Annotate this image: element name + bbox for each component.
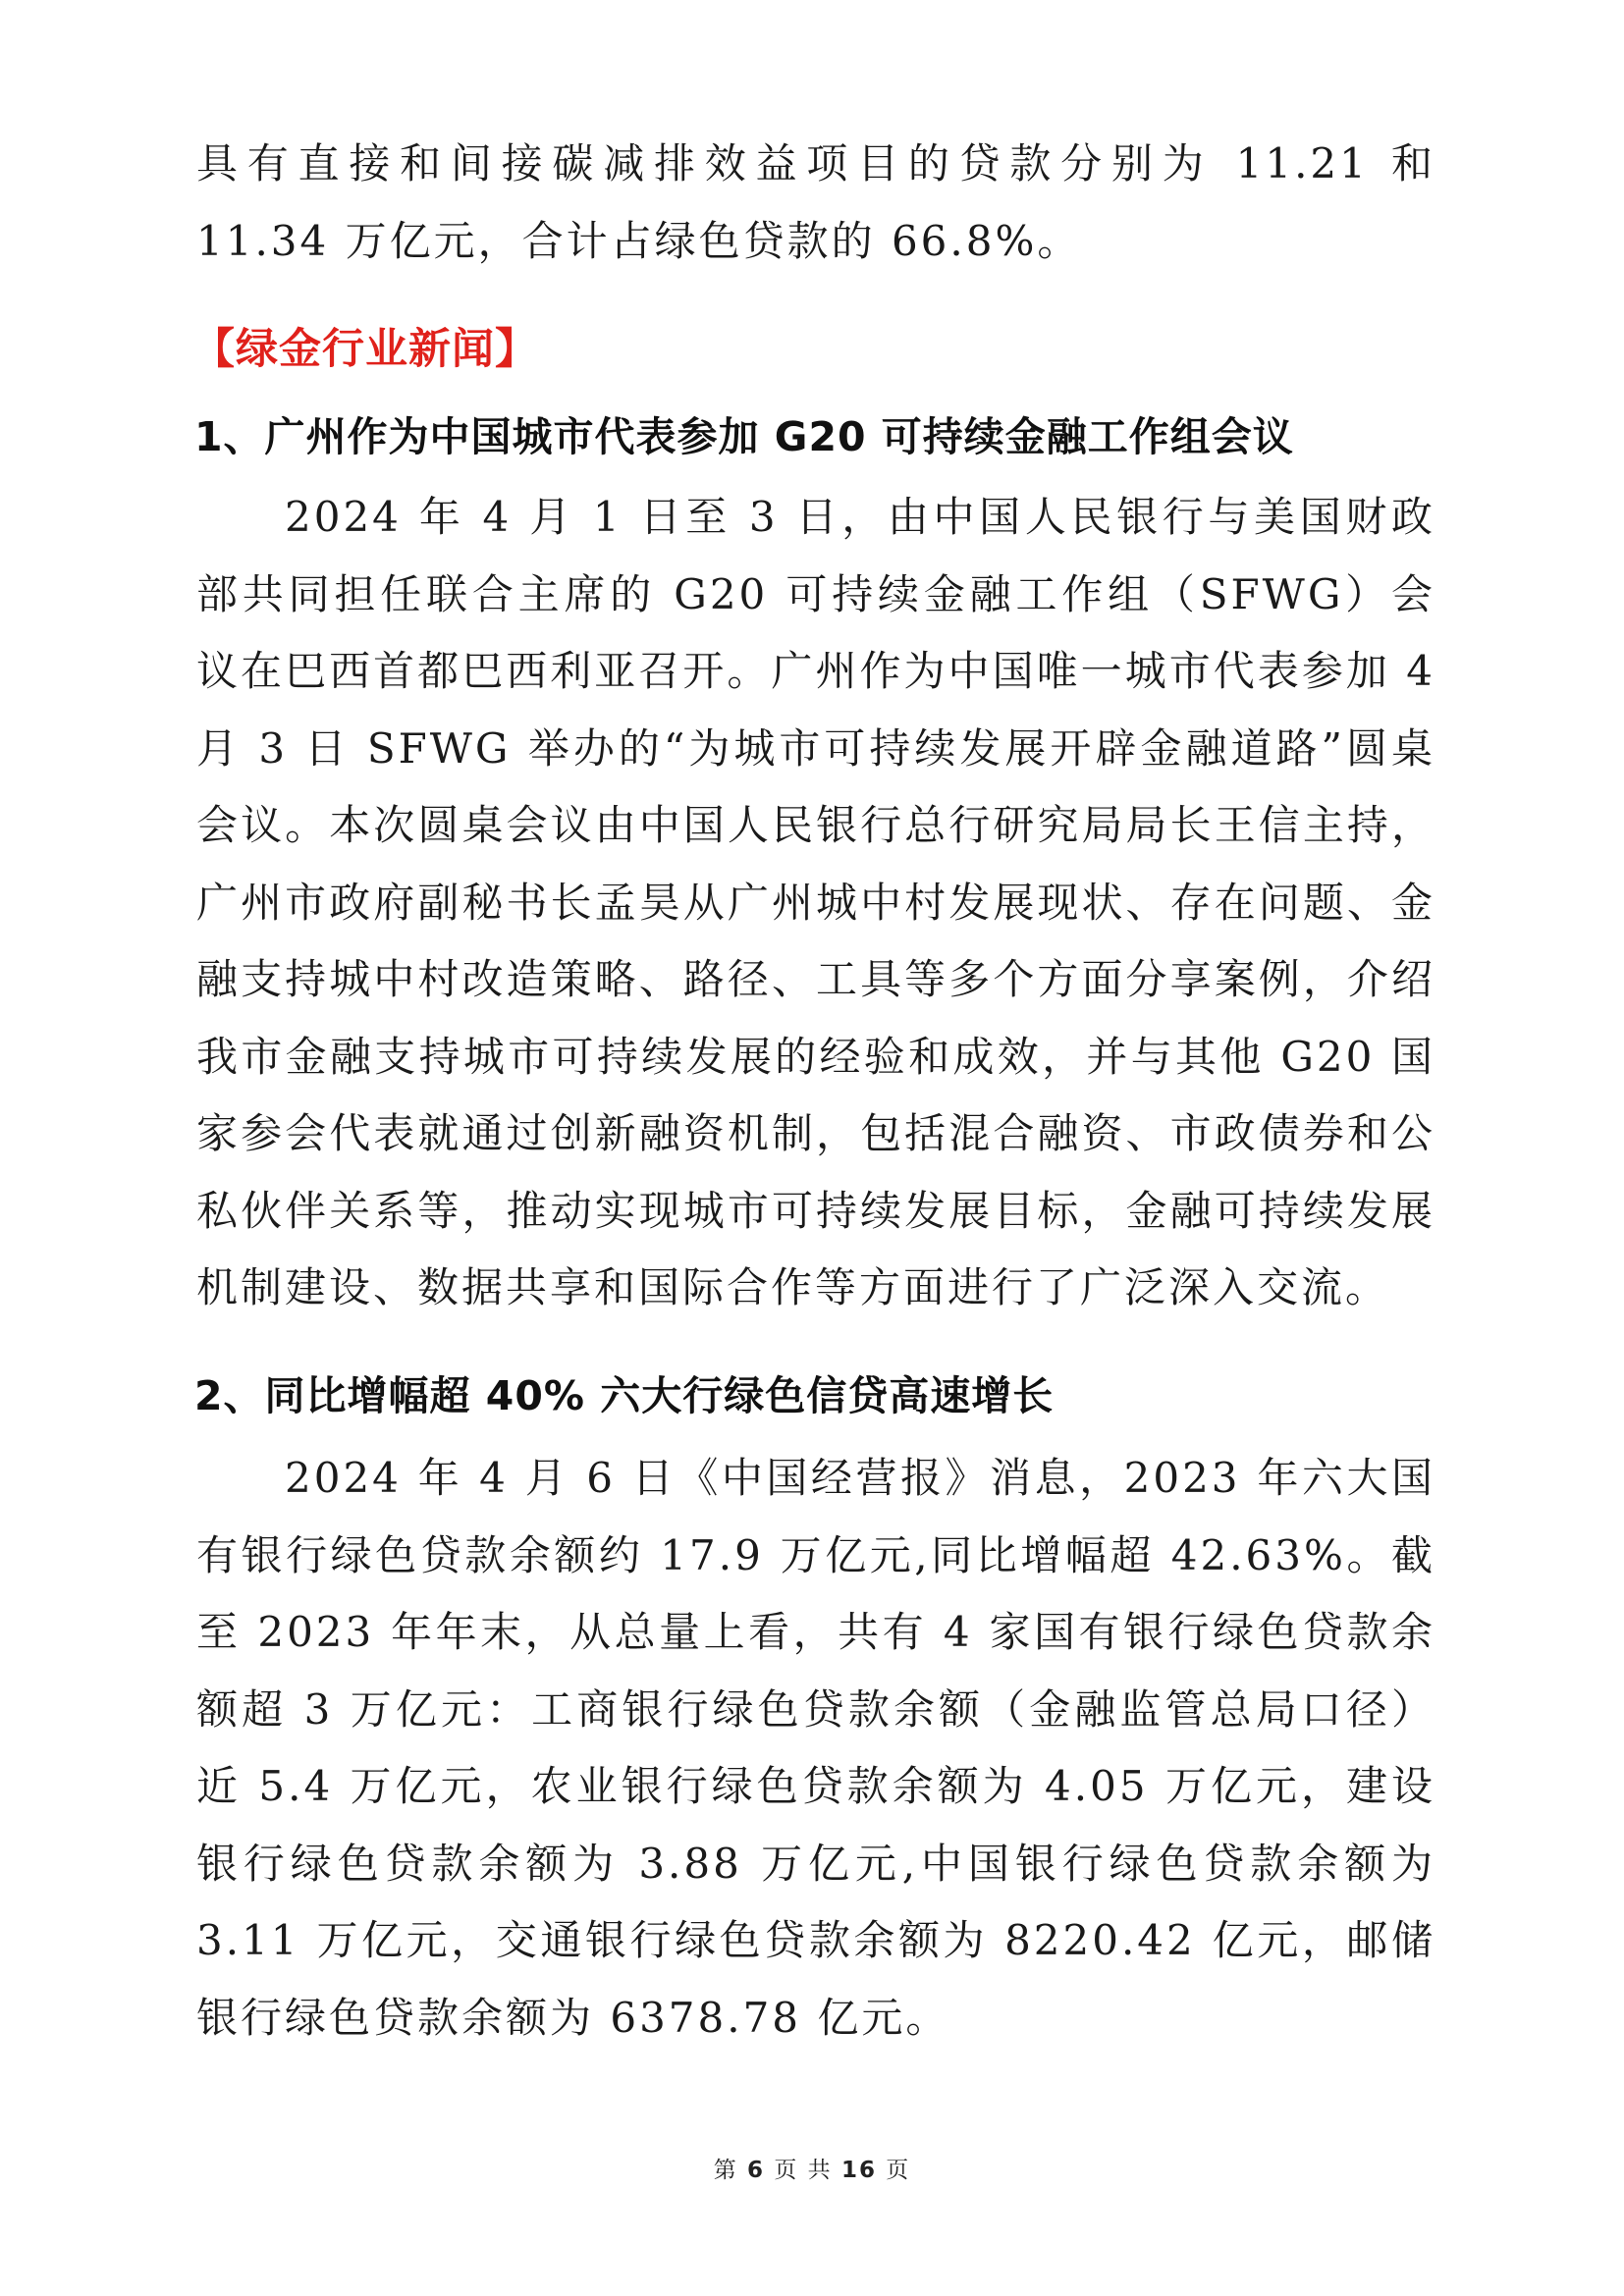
intro-paragraph: 具有直接和间接碳减排效益项目的贷款分别为 11.21 和 11.34 万亿元，合计占绿色贷款的 66.8%。 xyxy=(196,139,1435,265)
news-heading-2: 2、同比增幅超 40% 六大行绿色信贷高速增长 xyxy=(194,1372,1055,1419)
section-title: 【绿金行业新闻】 xyxy=(192,325,538,374)
news-heading-1: 1、广州作为中国城市代表参加 G20 可持续金融工作组会议 xyxy=(194,413,1294,460)
footer-prefix: 第 xyxy=(713,2158,738,2183)
page-footer xyxy=(0,2156,1624,2185)
footer-current-page: 6 xyxy=(747,2158,766,2183)
footer-middle: 页 共 xyxy=(774,2158,833,2183)
news-body-2: 2024 年 4 月 6 日《中国经营报》消息，2023 年六大国有银行绿色贷款余额约 17.9 万亿元,同比增幅超 42.63%。截至 2023 年年末，从总量上看，共有 4 家国有银行绿色贷款余额超 3 万亿元：工商银行绿色贷款余额（金融监管总局口径）近 5.4 万亿元，农业银行绿色贷款余额为 4.05 万亿元，建设银行绿色贷款余额为 3.88 万亿元,中国银行绿色贷款余额为 3.11 万亿元，交通银行绿色贷款余额为 8220.42 亿元，邮储银行绿色贷款余额为 6378.78 亿元。 xyxy=(196,1454,1435,2042)
news-body-1: 2024 年 4 月 1 日至 3 日，由中国人民银行与美国财政部共同担任联合主席的 G20 可持续金融工作组（SFWG）会议在巴西首都巴西利亚召开。广州作为中国唯一城市代表参加 4 月 3 日 SFWG 举办的“为城市可持续发展开辟金融道路”圆桌会议。本次圆桌会议由中国人民银行总行研究局局长王信主持，广州市政府副秘书长孟昊从广州城中村发展现状、存在问题、金融支持城中村改造策略、路径、工具等多个方面分享案例，介绍我市金融支持城市可持续发展的经验和成效，并与其他 G20 国家参会代表就通过创新融资机制，包括混合融资、市政债券和公私伙伴关系等，推动实现城市可持续发展目标，金融可持续发展机制建设、数据共享和国际合作等方面进行了广泛深入交流。 xyxy=(196,493,1435,1311)
footer-suffix: 页 xyxy=(886,2158,911,2183)
footer-total-pages: 16 xyxy=(840,2158,877,2183)
